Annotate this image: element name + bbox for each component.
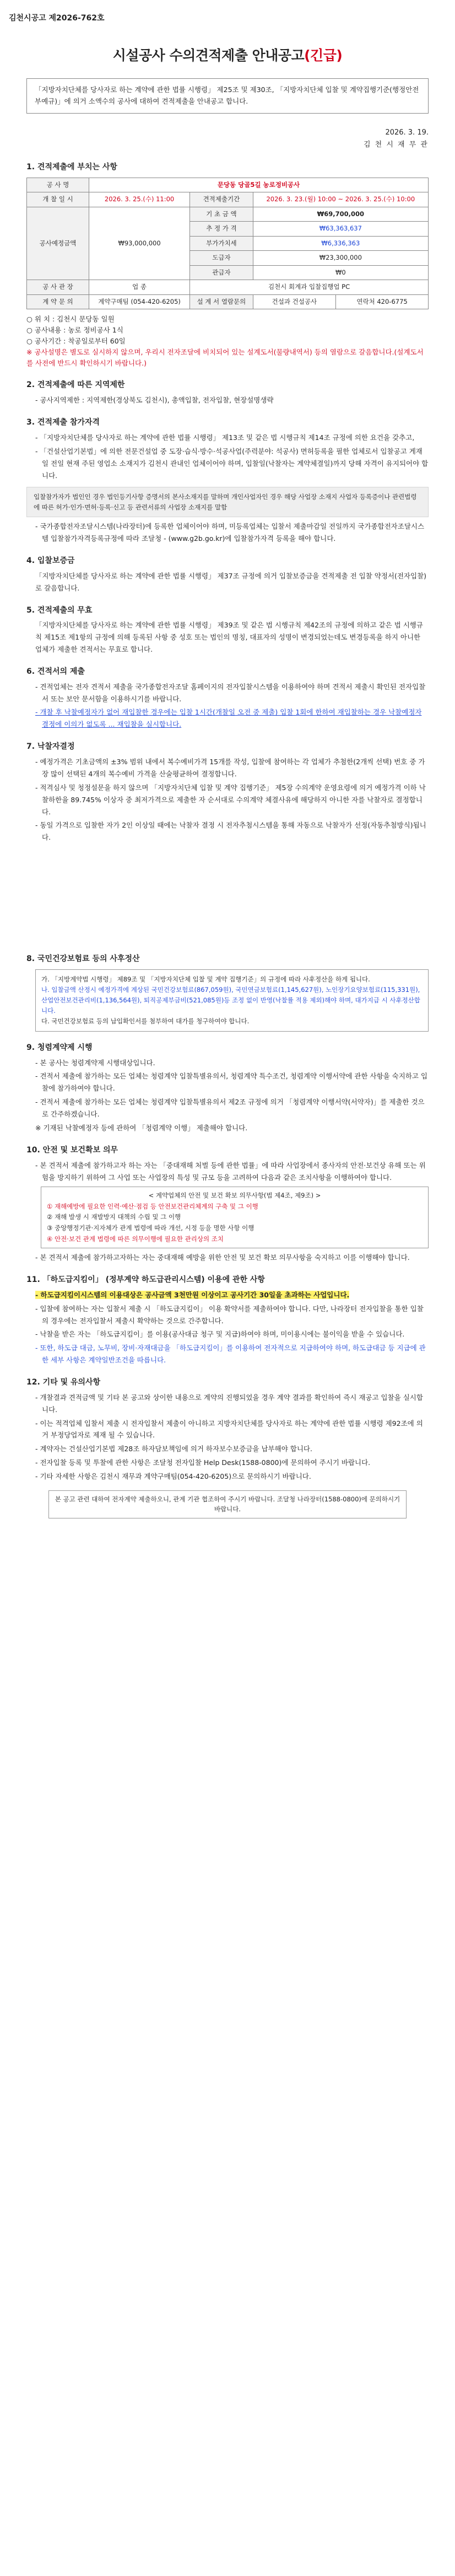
cell-name-label: 공 사 명 xyxy=(27,178,89,192)
cell-gov-sub2-value: ₩0 xyxy=(253,265,428,280)
section-11-title: 11. 「하도급지킴이」 (정부계약 하도급관리시스템) 이용에 관한 사항 xyxy=(26,1275,265,1284)
cell-gov-sub1-value: ₩23,300,000 xyxy=(253,251,428,266)
cell-base-value: ₩69,700,000 xyxy=(253,207,428,222)
section-7-item-3: - 동일 가격으로 입찰한 자가 2인 이상일 때에는 낙찰자 결정 시 전자추첨시스템을 통해 자동으로 낙찰자가 선정(자동추첨방식)됩니다. xyxy=(35,821,426,842)
cell-sum-label: 추 정 가 격 xyxy=(190,222,253,237)
cell-gov-sub1-label: 도급자 xyxy=(190,251,253,266)
cell-sum-value: ₩63,363,637 xyxy=(253,222,428,237)
section-2-title: 2. 견적제출에 따른 지역제한 xyxy=(26,380,125,390)
section-5-title: 5. 견적제출의 무효 xyxy=(26,605,93,615)
bottom-notice-box: 본 공고 관련 대하여 전자계약 제출하오니, 관계 기관 협조하여 주시기 바랍니다. 조달청 나라장터(1588-0800)에 문의하시기 바랍니다. xyxy=(48,1490,407,1518)
section-12-item-4: - 전자입찰 등록 및 투찰에 관한 사항은 조달청 전자입찰 Help Desk(1588-0800)에 문의하여 주시기 바랍니다. xyxy=(35,1458,371,1467)
safety-duty-box xyxy=(41,1187,429,1248)
note-period: ○ 공사기간 : 착공일로부터 60일 xyxy=(26,337,126,346)
safety-duty-title: < 계약업체의 안전 및 보건 확보 의무사항(법 제4조, 제9조) > xyxy=(148,1192,321,1200)
overview-table xyxy=(26,178,429,310)
cell-design-value: 건설과 건설공사 xyxy=(253,294,335,309)
overview-notes xyxy=(26,314,429,369)
section-11-item-2: - 낙찰을 받은 자는 「하도급지킴이」를 이용(공사대금 청구 및 지급)하여야 하며, 미이용시에는 불이익을 받을 수 있습니다. xyxy=(35,1330,405,1339)
section-11-item-1: - 입찰에 참여하는 자는 입찰서 제출 시 「하도급지킴이」 이용 확약서를 제출하여야 합니다. 다만, 나라장터 전자입찰을 통한 입찰의 경우에는 전자입찰서 제출시 확약하는 것으로 간주합니다. xyxy=(35,1304,424,1325)
note-design-docs: ※ 공사설명은 별도로 실시하지 않으며, 우리시 전자조달에 비치되어 있는 설계도서(물량내역서) 등의 열람으로 갈음합니다.(설계도서를 사전에 반드시 확인하시기 바랍니다.) xyxy=(26,348,424,368)
insurance-item-c: 다. 국민건강보험료 등의 납입확인서를 첨부하여 대가를 청구하여야 합니다. xyxy=(41,1017,250,1025)
qualification-note-box: 입찰참가자가 법인인 경우 법인등기사항 증명서의 본사소재지를 말하며 개인사업자인 경우 해당 사업장 소재지 사업자 등록증이나 관련법령에 따른 허가·인가·면허·등록·신고 등 관련서류의 사업장 소재지를 말함 xyxy=(26,487,429,517)
cell-budget-value: ₩93,000,000 xyxy=(89,207,190,280)
section-7-item-2: - 적격심사 및 청정설문을 하지 않으며 「지방자치단체 입찰 및 계약 집행기준」 제5장 수의계약 운영요령에 의거 예정가격 이하 낙찰하한율 89.745% 이상자 중 최저가격으로 제출한 자 순서대로 수의계약 체결사유에 해당하지 아니한 자를 낙찰자로 결정합니다. xyxy=(35,783,426,816)
section-12-item-2: - 이는 적격업체 입찰서 제출 시 전자입찰서 제출이 아니하고 지방자치단체를 당사자로 하는 계약에 관한 법률 시행령 제92조에 의거 부정당업자로 제재 될 수 있습니다. xyxy=(35,1419,423,1440)
cell-base-label: 기 초 금 액 xyxy=(190,207,253,222)
cell-vat-value: ₩6,336,363 xyxy=(253,236,428,251)
title-urgent-tag: (긴급) xyxy=(304,47,343,63)
section-12-item-1: - 개찰결과 견적금액 및 기타 본 공고와 상이한 내용으로 계약의 진행되었을 경우 계약 결과를 확인하여 즉시 재공고 입찰을 실시합니다. xyxy=(35,1393,423,1414)
cell-dept-label: 공 사 관 장 xyxy=(27,280,89,295)
cell-name-value: 문당동 당골5길 농로정비공사 xyxy=(89,178,429,192)
note-location: ○ 위 치 : 김천시 문당동 일원 xyxy=(26,315,115,324)
section-9-item-4: ※ 기재된 낙찰예정자 등에 관하여 「청렴계약 이행」 제출해야 합니다. xyxy=(35,1123,248,1132)
cell-period-value: 2026. 3. 25.(수) 11:00 xyxy=(89,192,190,207)
cell-vat-label: 부가가치세 xyxy=(190,236,253,251)
section-3-title: 3. 견적제출 참가자격 xyxy=(26,418,100,427)
safety-duty-item-3: ③ 중앙행정기관·지자체가 관계 법령에 따라 개선, 시정 등을 명한 사항 이행 xyxy=(47,1224,254,1232)
section-12-item-5: - 기타 자세한 사항은 김천시 재무과 계약구매팀(054-420-6205)으로 문의하시기 바랍니다. xyxy=(35,1472,311,1481)
cell-gov-sub2-label: 관급자 xyxy=(190,265,253,280)
page-title xyxy=(26,44,429,68)
note-content: ○ 공사내용 : 농로 정비공사 1식 xyxy=(26,326,123,335)
cell-design-label: 설 계 서 열람문의 xyxy=(190,294,253,309)
section-6-title: 6. 견적서의 제출 xyxy=(26,667,85,676)
section-10-after: - 본 견적서 제출에 참가하고자하는 자는 중대재해 예방을 위한 안전 및 보건 확보 의무사항을 숙지하고 이를 이행해야 합니다. xyxy=(35,1253,410,1262)
section-5-text: 「지방자치단체를 당사자로 하는 계약에 관한 법률 시행령」 제39조 및 같은 법 시행규칙 제42조의 규정에 의하고 같은 법 시행규칙 제15조 제1항의 규정에 의해 등록된 사항 중 성호 또는 법인의 명칭, 대표자의 성명이 변경되었는데도 변경등록을 하지 아니한 업체가 제출한 견적서는 무효로 합니다. xyxy=(35,621,423,654)
cell-period-label: 개 찰 일 시 xyxy=(27,192,89,207)
safety-duty-item-2: ② 재해 발생 시 재발방지 대책의 수립 및 그 이행 xyxy=(47,1213,181,1221)
insurance-settlement-box xyxy=(35,969,429,1032)
safety-duty-item-1: ① 재해예방에 필요한 인력·예산·점검 등 안전보건관리체계의 구축 및 그 이행 xyxy=(47,1202,258,1210)
section-3-item-1: - 「지방자치단체를 당사자로 하는 계약에 관한 법률 시행령」 제13조 및 같은 법 시행규칙 제14조 규정에 의한 요건을 갖추고, xyxy=(35,433,415,442)
cell-dept-col-1: 업 종 xyxy=(89,280,190,295)
section-9-item-2: - 견적서 제출에 참가하는 모든 업체는 청렴계약 입찰특별유의서, 청렴계약 특수조건, 청렴계약 이행서약에 관한 사항을 숙지하고 입찰에 참가하여야 합니다. xyxy=(35,1072,428,1093)
cell-dept-col-2: 김천시 회계과 입찰집행업 PC xyxy=(190,280,429,295)
notice-date: 2026. 3. 19. xyxy=(385,128,429,137)
cell-contact-value: 계약구매팀 (054-420-6205) xyxy=(89,294,190,309)
intro-box: 「지방자치단체를 당사자로 하는 계약에 관한 법률 시행령」 제25조 및 제30조, 「지방자치단체 입찰 및 계약집행기준(행정안전부예규)」에 의거 소액수의 공사에 대하여 견적제출을 안내공고 합니다. xyxy=(26,78,429,113)
cell-budget-label: 공사예정금액 xyxy=(27,207,89,280)
insurance-item-b: 나. 입찰금액 산정시 예정가격에 계상된 국민건강보험료(867,059원), 국민연금보험료(1,145,627원), 노인장기요양보험료(115,331원), 산업안전보건관리비(1,136,564원), 퇴직공제부금비(521,085원)등 조정 없이 반영(낙찰률 적용 제외)해야 하며, 대가지급 시 사후정산합니다. xyxy=(41,985,420,1015)
section-2-text: - 공사지역제한 : 지역제한(경상북도 김천시), 총액입찰, 전자입찰, 현장설명생략 xyxy=(35,396,274,405)
section-11-item-3: - 또한, 하도급 대금, 노무비, 장비·자재대금을 「하도급지킴이」를 이용하여 전자적으로 지급하여야 하며, 하도급대금 등 지급에 관한 세부 사항은 계약일반조건을 따릅니다. xyxy=(35,1344,426,1365)
insurance-item-a: 가. 「지방계약법 시행령」 제89조 및 「지방자치단체 입찰 및 계약 집행기준」의 규정에 따라 사후정산을 하게 됩니다. xyxy=(41,975,370,983)
section-8-title: 8. 국민건강보험료 등의 사후정산 xyxy=(26,954,140,964)
blank-gap xyxy=(26,844,429,943)
section-9-item-1: - 본 공사는 청렴계약제 시행대상입니다. xyxy=(35,1058,155,1067)
section-1-title: 1. 견적제출에 부치는 사항 xyxy=(26,162,117,171)
cell-tel-value xyxy=(336,294,429,309)
section-10-title: 10. 안전 및 보건확보 의무 xyxy=(26,1145,118,1155)
cell-tel-number: 420-6775 xyxy=(377,297,408,305)
section-4-title: 4. 입찰보증금 xyxy=(26,556,75,565)
section-4-text: 「지방자치단체를 당사자로 하는 계약에 관한 법률 시행령」 제37조 규정에 의거 입찰보증금을 견적제출 전 입찰 약정서(전자입찰)로 갈음합니다. xyxy=(35,571,427,592)
section-7-item-1: - 예정가격은 기초금액의 ±3% 범위 내에서 복수예비가격 15개를 작성, 입찰에 참여하는 각 업체가 추첨한(2개씩 선택) 번호 중 가장 많이 선택된 4개의 복수예비 가격을 산술평균하여 결정합니다. xyxy=(35,758,425,778)
cell-contact-label: 계 약 문 의 xyxy=(27,294,89,309)
section-12-item-3: - 계약자는 건설산업기본법 제28조 하자담보책임에 의거 하자보수보증금을 납부해야 합니다. xyxy=(35,1445,312,1453)
section-6-item-1: - 견적업체는 전자 견적서 제출을 국가종합전자조달 홈페이지의 전자입찰시스템을 이용하여야 하며 견적서 제출시 확인된 전자입찰서 또는 보안 문서함을 이용하시기를 바랍니다. xyxy=(35,682,426,703)
title-main: 시설공사 수의견적제출 안내공고 xyxy=(112,47,305,63)
notice-agency: 김 천 시 재 무 관 xyxy=(363,140,429,149)
section-9-item-3: - 견적서 제출에 참가하는 모든 업체는 청렴계약 입찰특별유의서 제2조 규정에 의거 「청렴계약 이행서약(서약자)」를 제출한 것으로 간주하겠습니다. xyxy=(35,1098,425,1119)
section-10-intro: - 본 견적서 제출에 참가하고자 하는 자는 「중대재해 처벌 등에 관한 법률」에 따라 사업장에서 종사자의 안전·보건상 유해 또는 위험을 방지하기 위하여 그 사업 또는 사업장의 특성 및 규모 등을 고려하여 다음과 같은 조치사항을 이행하여야 합니다. xyxy=(35,1161,426,1182)
cell-submit-value: 2026. 3. 23.(월) 10:00 ~ 2026. 3. 25.(수) 10:00 xyxy=(253,192,428,207)
document-number: 김천시공고 제2026-762호 xyxy=(9,14,105,23)
section-12-title: 12. 기타 및 유의사항 xyxy=(26,1378,101,1387)
cell-tel-label: 연락처 xyxy=(356,297,375,305)
cell-submit-label: 견적제출기간 xyxy=(190,192,253,207)
safety-duty-item-4: ④ 안전·보건 관계 법령에 따른 의무이행에 필요한 관리상의 조치 xyxy=(47,1235,224,1243)
section-11-highlight xyxy=(35,1289,429,1301)
section-11-highlight-text: - 하도급지킴이시스템의 이용대상은 공사금액 3천만원 이상이고 공사기간 30일을 초과하는 사업입니다. xyxy=(35,1290,350,1299)
section-9-title: 9. 청렴계약제 시행 xyxy=(26,1043,93,1052)
section-3-item-2: - 「건설산업기본법」에 의한 전문건설업 중 도장·습식·방수·석공사업(주력분야: 석공사) 면허등록을 필한 업체로서 입찰공고 게재일 전일 현재 주된 영업소 소재지가 김천시 관내인 업체이어야 하며, 입찰일(낙찰자는 계약체결일)까지 당해 자격이 유지되어야 합니다. xyxy=(35,447,429,480)
section-6-item-2: - 개찰 후 낙찰예정자가 없어 재입찰한 경우에는 입찰 1시간(개찰일 오전 중 제출) 입찰 1회에 한하여 재입찰하는 경우 낙찰예정자 결정에 이의가 없도록 ... 재입찰을 실시합니다. xyxy=(35,708,422,729)
section-3-extra: - 국가종합전자조달시스템(나라장터)에 등록한 업체이어야 하며, 미등록업체는 입찰서 제출마감일 전일까지 국가종합전자조달시스템 입찰참가자격등록규정에 따라 조달청 - (www.g2b.go.kr)에 입찰참가자격 등록을 해야 합니다. xyxy=(35,522,425,543)
section-7-title: 7. 낙찰자결정 xyxy=(26,742,75,752)
